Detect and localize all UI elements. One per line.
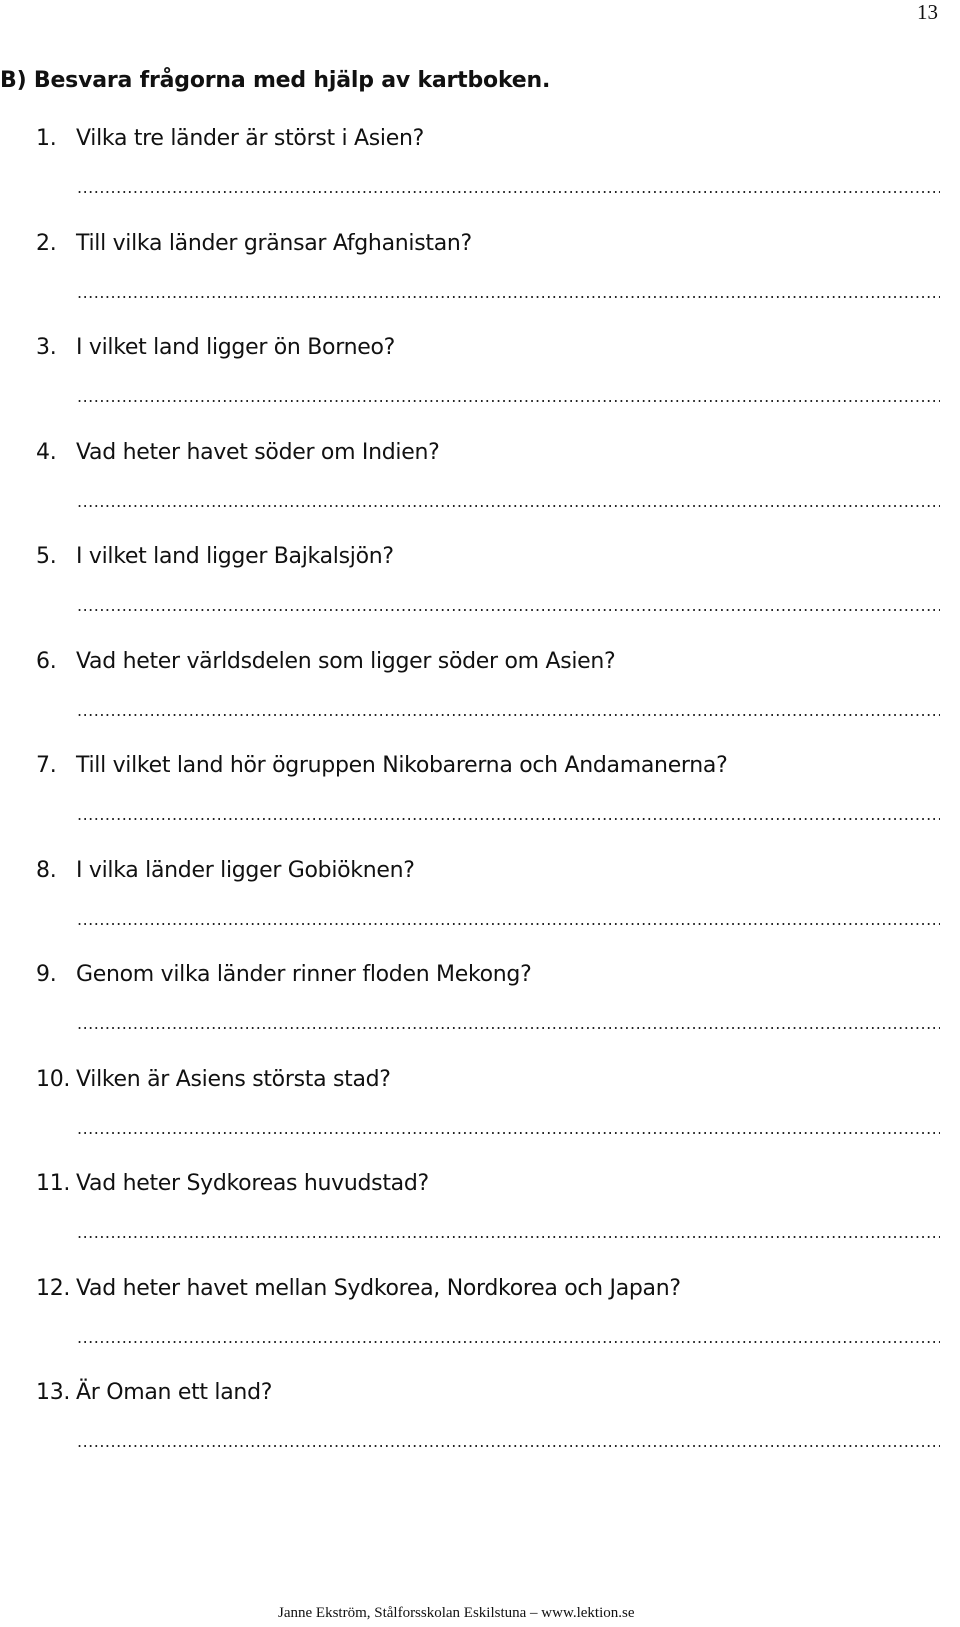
question-item (0, 858, 960, 963)
question-number: 6. (36, 648, 57, 674)
question-item (0, 231, 960, 336)
question-number: 4. (36, 439, 57, 465)
question-item (0, 1067, 960, 1172)
question-number: 11. (36, 1171, 71, 1196)
question-text: Vad heter världsdelen som ligger söder om Asien? (76, 648, 616, 674)
question-text: Är Oman ett land? (76, 1380, 273, 1405)
question-number: 1. (36, 126, 57, 151)
question-item (0, 440, 960, 545)
question-text: I vilka länder ligger Gobiöknen? (76, 857, 415, 883)
question-item (0, 335, 960, 440)
answer-line[interactable] (77, 1432, 940, 1456)
question-text: Till vilket land hör ögruppen Nikobarerna och Andamanerna? (76, 753, 728, 778)
question-item (0, 1380, 960, 1485)
question-number: 13. (36, 1380, 71, 1405)
section-heading: B) Besvara frågorna med hjälp av kartboken. (0, 68, 551, 93)
question-item (0, 1276, 960, 1381)
question-number: 3. (36, 335, 57, 360)
question-text: I vilket land ligger Bajkalsjön? (76, 544, 394, 569)
question-number: 8. (36, 857, 57, 883)
question-number: 5. (36, 544, 57, 569)
question-text: Vad heter havet mellan Sydkorea, Nordkorea och Japan? (76, 1275, 681, 1301)
question-number: 9. (36, 962, 57, 987)
question-item (0, 1171, 960, 1276)
answer-line[interactable] (77, 1119, 940, 1143)
question-text: Vilken är Asiens största stad? (76, 1066, 391, 1092)
question-text: Genom vilka länder rinner floden Mekong? (76, 962, 532, 987)
answer-line[interactable] (77, 596, 940, 620)
answer-line[interactable] (77, 492, 940, 516)
page-footer: Janne Ekström, Stålforsskolan Eskilstuna – www.lektion.se (278, 1605, 635, 1621)
answer-line[interactable] (77, 1328, 940, 1352)
answer-line[interactable] (77, 387, 940, 411)
question-number: 12. (36, 1275, 71, 1301)
answer-line[interactable] (77, 805, 940, 829)
question-text: Vad heter havet söder om Indien? (76, 439, 440, 465)
question-number: 10. (36, 1066, 71, 1092)
question-text: Vilka tre länder är störst i Asien? (76, 126, 424, 151)
answer-line[interactable] (77, 283, 940, 307)
answer-line[interactable] (77, 701, 940, 725)
page-number: 13 (917, 0, 938, 24)
question-item (0, 962, 960, 1067)
answer-line[interactable] (77, 910, 940, 934)
answer-line[interactable] (77, 1014, 940, 1038)
question-number: 7. (36, 753, 57, 778)
question-item (0, 753, 960, 858)
answer-line[interactable] (77, 178, 940, 202)
question-text: I vilket land ligger ön Borneo? (76, 335, 395, 360)
question-item (0, 649, 960, 754)
question-item (0, 544, 960, 649)
question-list (0, 126, 960, 1485)
question-text: Till vilka länder gränsar Afghanistan? (76, 230, 472, 256)
question-text: Vad heter Sydkoreas huvudstad? (76, 1171, 429, 1196)
question-number: 2. (36, 230, 57, 256)
question-item (0, 126, 960, 231)
answer-line[interactable] (77, 1223, 940, 1247)
